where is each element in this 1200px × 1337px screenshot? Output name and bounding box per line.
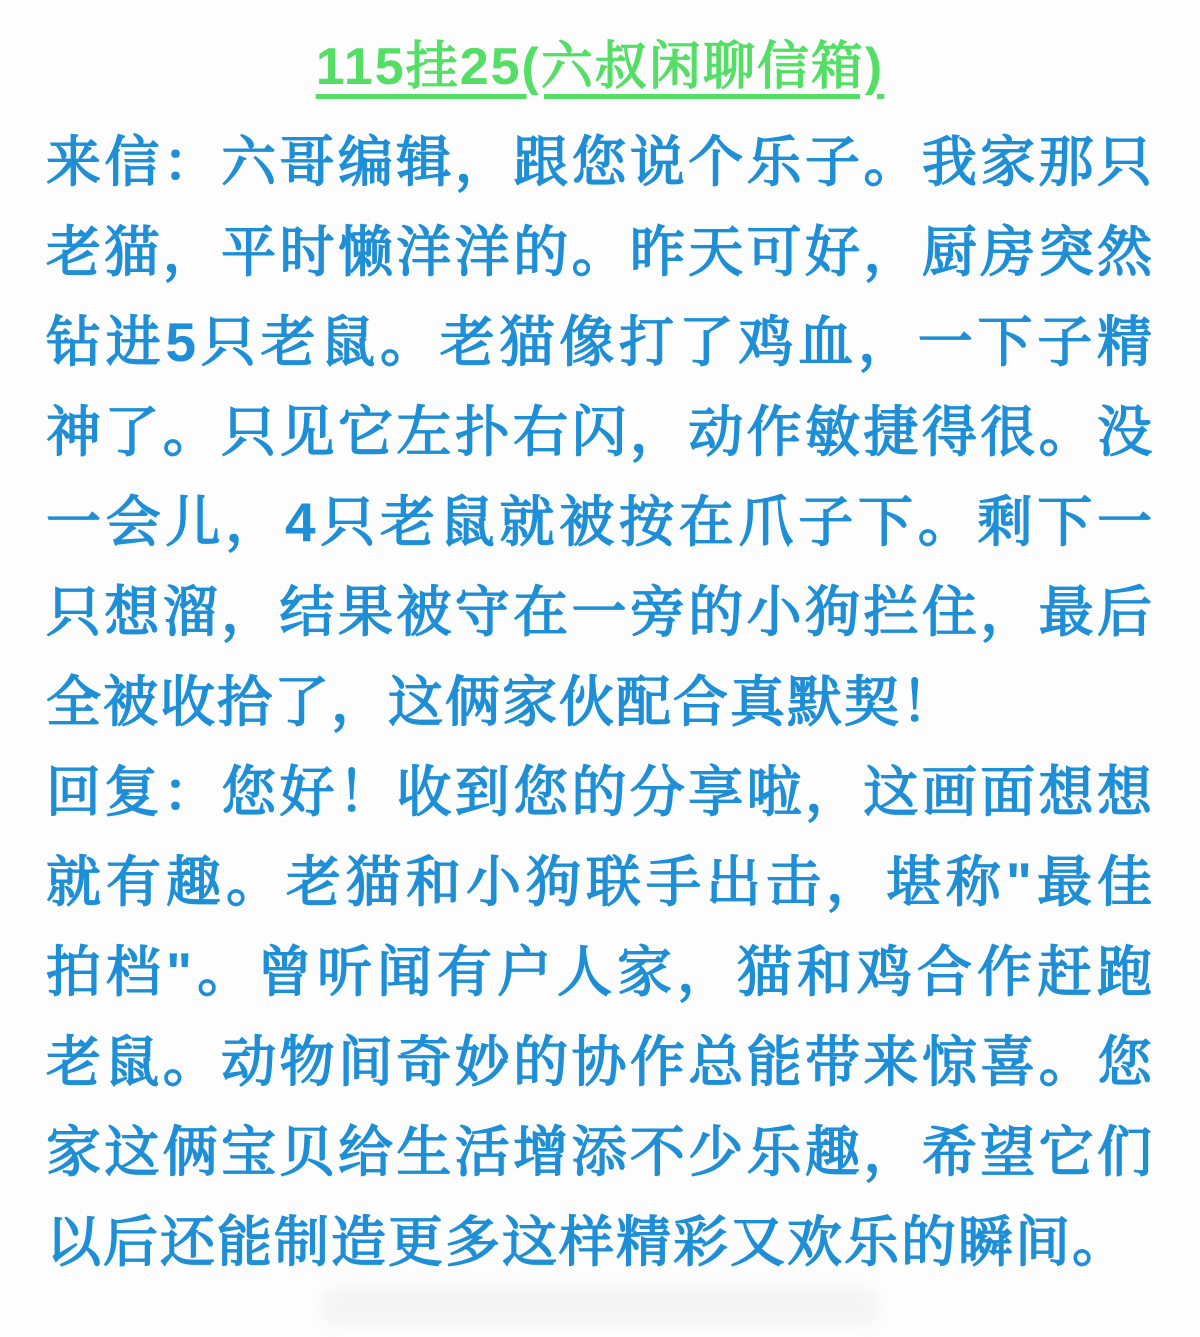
faint-watermark xyxy=(320,1287,880,1327)
reply-paragraph: 回复：您好！收到您的分享啦，这画面想想就有趣。老猫和小狗联手出击，堪称"最佳拍档"。曾听闻有户人家，猫和鸡合作赶跑老鼠。动物间奇妙的协作总能带来惊喜。您家这俩宝贝给生活增添不少乐趣，希望它们以后还能制造更多这样精彩又欢乐的瞬间。 xyxy=(46,761,1154,1273)
letter-paragraph: 来信：六哥编辑，跟您说个乐子。我家那只老猫，平时懒洋洋的。昨天可好，厨房突然钻进5只老鼠。老猫像打了鸡血，一下子精神了。只见它左扑右闪，动作敏捷得很。没一会儿，4只老鼠就被按在爪子下。剩下一只想溜，结果被守在一旁的小狗拦住，最后全被收拾了，这俩家伙配合真默契！ xyxy=(46,131,1154,733)
article-body xyxy=(46,117,1154,1287)
page-title-text: 115挂25(六叔闲聊信箱) xyxy=(315,38,885,96)
page-title xyxy=(46,24,1154,99)
